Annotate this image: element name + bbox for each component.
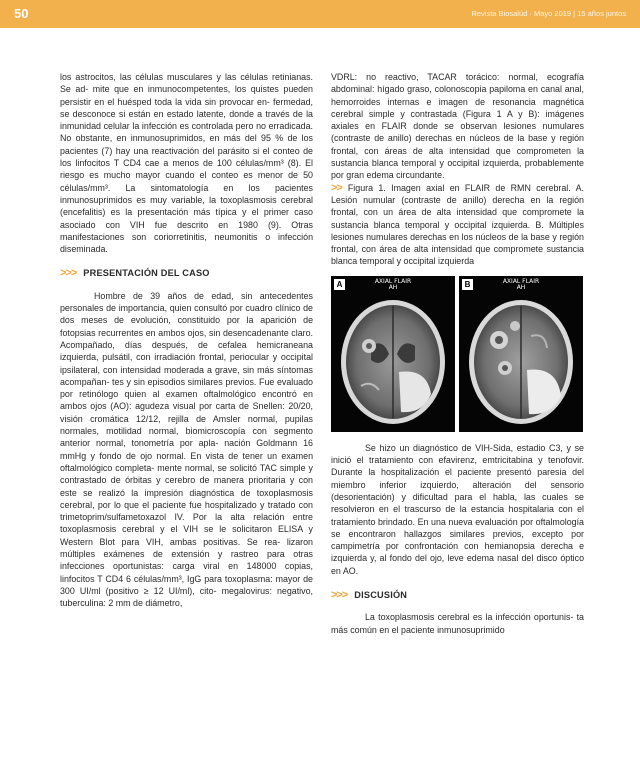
chevron-arrows-icon: >>> bbox=[331, 589, 348, 602]
panel-label: A bbox=[334, 279, 345, 290]
figure-caption-text: Figura 1. Imagen axial en FLAIR de RMN cerebral. A. Lesión numular (contraste de anillo) derecha en la región frontal, con un área de alta intensidad que compromete la sustancia blanca temporal y occipital izquierda. B. Múltiples lesiones numulares derechas en los núcleos de la base y región frontal, con área de alta intensidad que compromete sustancia blanca temporal y occipital izquierda bbox=[331, 182, 584, 267]
body-paragraph: La toxoplasmosis cerebral es la infección oportunis- ta más común en el paciente inmunosuprimido bbox=[331, 612, 584, 635]
page-header-bar bbox=[0, 0, 640, 28]
section-heading-text: DISCUSIÓN bbox=[354, 590, 408, 601]
brain-scan-graphic bbox=[459, 276, 583, 432]
figure-caption bbox=[331, 182, 584, 268]
page-number: 50 bbox=[14, 6, 29, 21]
brain-scan-graphic bbox=[331, 276, 455, 432]
section-heading-text: PRESENTACIÓN DEL CASO bbox=[83, 268, 210, 279]
section-heading-discusion bbox=[331, 589, 584, 601]
body-paragraph: VDRL: no reactivo, TACAR torácico: normal, ecografía abdominal: hígado graso, colonoscopia papiloma en canal anal, hemorroides internas e imagen de resonancia magnética cerebral simple y contrastada (Figura 1 A y B): imágenes axiales en FLAIR donde se observan lesiones numulares (contraste de anillo) derechas en núcleos de la base y región frontal, con áreas de alta intensidad que comprometen la sustancia blanca temporal y occipital izquierda, probablemente por gran edema circundante. bbox=[331, 72, 584, 181]
mri-image-b bbox=[459, 276, 583, 432]
body-paragraph: los astrocitos, las células musculares y las células retinianas. Se ad- mite que en inmunocompetentes, los quistes pueden persistir en el huésped toda la vida sin provocar en- fermedad, se desconoce si están en estado latente, donde a través de la inmunidad celular la infección es controlada pero no erradicada. No obstante, en inmunosuprimidos, en más del 95 % de los pacientes (7) hay una reactivación del parásito si el conteo de los linfocitos T CD4 cae a menos de 100 células/mm³ (8). El riesgo es mucho mayor cuando el conteo es menor de 50 células/mm³. La sintomatología en los pacientes inmunosuprimidos es muy variable, la toxoplasmosis cerebral (encefalitis) es la presentación más típica y el primer caso asociado con VIH fue descrito en 1980 (9). Otras manifestaciones son coriorretinitis, neumonitis o infección diseminada. bbox=[60, 72, 313, 255]
body-paragraph: Se hizo un diagnóstico de VIH-Sida, estadio C3, y se inició el tratamiento con efavirenz, emtricitabina y tenofovir. Durante la hospitalización el paciente presentó paresia del miembro inferior izquierdo, alteración del sensorio (desorientación) y dificultad para el habla, las cuales se resolvieron en el trascurso de la estancia hospitalaria con el tratamiento brindado. En una nueva evaluación por oftalmología se encontraron hallazgos similares previos, excepto por campimetría por confrontación con hemianopsia derecha e izquierda y, al fondo del ojo, leve edema nasal del disco óptico en AO. bbox=[331, 442, 584, 576]
mri-image-a bbox=[331, 276, 455, 432]
chevron-arrows-icon: >>> bbox=[60, 267, 77, 280]
journal-info: Revista Biosalúd · Mayo 2019 | 15 años juntos bbox=[471, 9, 626, 18]
mri-figure bbox=[330, 276, 584, 432]
body-paragraph: Hombre de 39 años de edad, sin antecedentes personales de importancia, quien consultó por cuadro clínico de dos meses de evolución, constituido por la aparición de fotopsias recurrentes en ambos ojos, sin desencadenante claro. Acompañado, días después, de cefalea hemicraneana izquierda, pulsátil, con irradiación frontal, periocular y occipital ipsilateral, con intensidad moderada a grave, sin más síntomas acompañan- tes y sin episodios similares previos. Fue evaluado por retinólogo quien al examen oftalmológico encontró en ambos ojos (AO): agudeza visual por carta de Snellen: 20/20, visión cromática 12/12, rejilla de Amsler normal, pupilas normales, motilidad normal, biomicroscopía con segmento anterior normal, tonometría por apla- nación Goldmann 16 mmHg y fondo de ojo normal. En vista de tener un examen oftalmológico completa- mente normal, se solicitó TAC simple y contrastado de órbitas y cerebro de manera prioritaria y con este se realizó la impresión diagnóstica de toxoplasmosis cerebral, por lo que el paciente fue hospitalizado y tratado con trimetoprim/sulfametoxazol IV. Por la alta relación entre toxoplasmosis cerebral y el VIH se le solicitaron ELISA y Western Blot para VIH, ambas positivas. Se rea- lizaron múltiples exámenes de extensión y rastreo para otras infecciones oportunistas: carga viral en 148000 copias, linfocitos T CD4 6 células/mm³, IgG para toxoplasma: mayor de 300 UI/ml (positivo ≥ 12 UI/ml), cito- megalovirus: negativo, tuberculina: 2 mm de diámetro, bbox=[60, 290, 313, 609]
chevron-arrows-icon: >> bbox=[331, 181, 342, 194]
panel-label: B bbox=[462, 279, 473, 290]
section-heading-caso bbox=[60, 267, 313, 279]
left-column bbox=[60, 71, 313, 609]
right-column bbox=[331, 71, 584, 636]
mri-label: AXIAL FLAIR AH bbox=[502, 277, 540, 292]
mri-label: AXIAL FLAIR AH bbox=[374, 277, 412, 292]
